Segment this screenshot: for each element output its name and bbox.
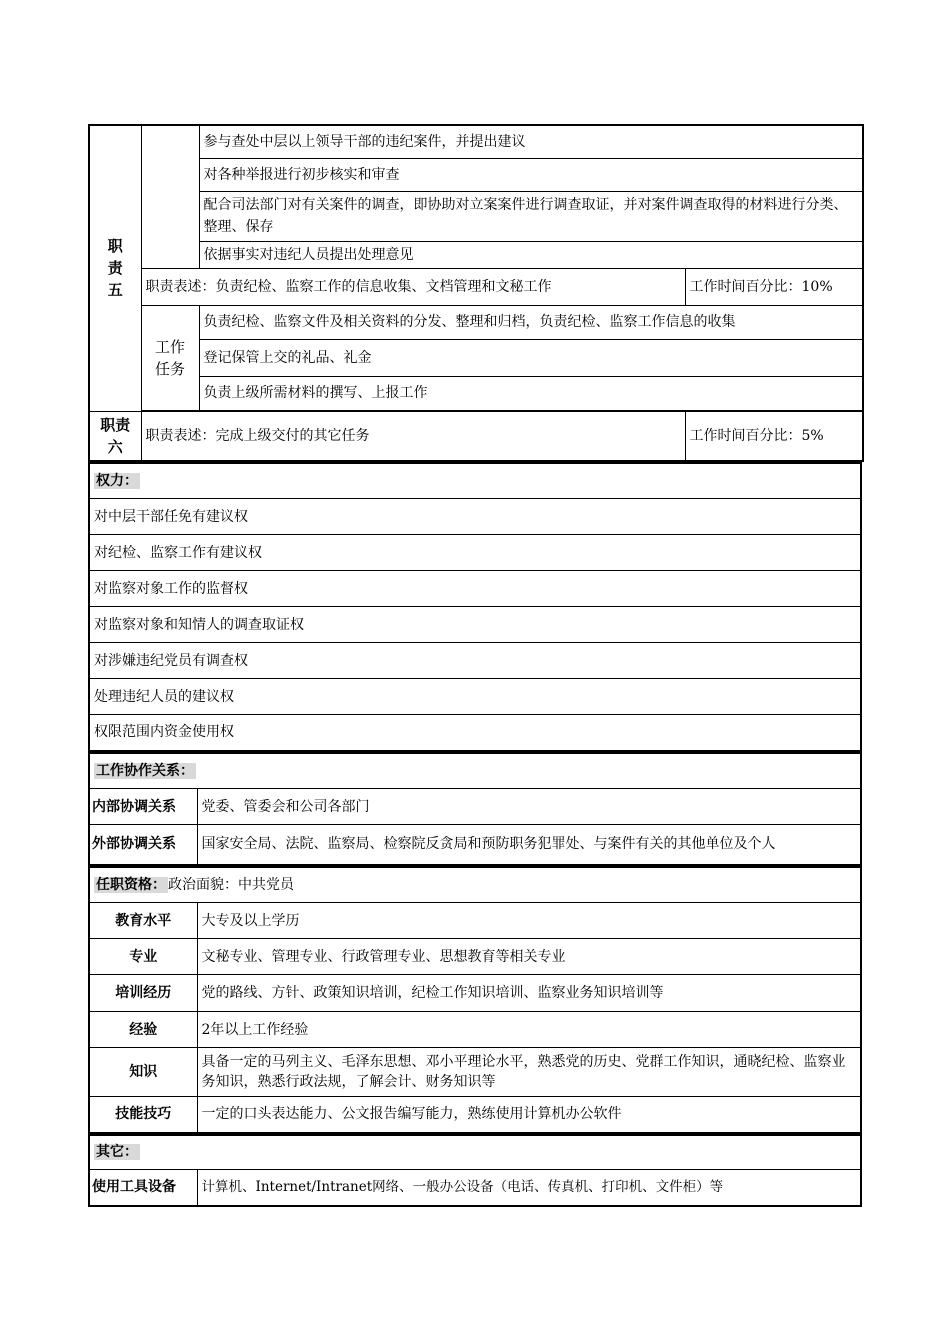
relations-table bbox=[88, 752, 862, 866]
job-description-page bbox=[88, 124, 862, 1207]
power-item: 处理违纪人员的建议权 bbox=[89, 679, 861, 715]
external-label: 外部协调关系 bbox=[89, 825, 197, 865]
qual-value: 大专及以上学历 bbox=[197, 903, 861, 939]
power-title: 权力： bbox=[89, 463, 861, 499]
duty5-work-task-1: 负责纪检、监察文件及相关资料的分发、整理和归档，负责纪检、监察工作信息的收集 bbox=[199, 305, 863, 339]
qual-label: 专业 bbox=[89, 939, 197, 975]
power-item: 对监察对象和知情人的调查取证权 bbox=[89, 607, 861, 643]
qual-value: 具备一定的马列主义、毛泽东思想、邓小平理论水平，熟悉党的历史、党群工作知识，通晓纪检、监察业务知识，熟悉行政法规，了解会计、财务知识等 bbox=[197, 1048, 861, 1097]
power-item: 对监察对象工作的监督权 bbox=[89, 571, 861, 607]
other-table bbox=[88, 1134, 862, 1207]
qual-label: 经验 bbox=[89, 1012, 197, 1048]
duty6-label: 职责六 bbox=[89, 411, 141, 461]
power-item: 权限范围内资金使用权 bbox=[89, 715, 861, 751]
duty5-work-task-3: 负责上级所需材料的撰写、上报工作 bbox=[199, 376, 863, 410]
power-item: 对涉嫌违纪党员有调查权 bbox=[89, 643, 861, 679]
tools-label: 使用工具设备 bbox=[89, 1170, 197, 1206]
duty6-statement: 职责表述：完成上级交付的其它任务 bbox=[141, 411, 685, 461]
qual-label: 知识 bbox=[89, 1048, 197, 1097]
qual-value: 2年以上工作经验 bbox=[197, 1012, 861, 1048]
external-value: 国家安全局、法院、监察局、检察院反贪局和预防职务犯罪处、与案件有关的其他单位及个人 bbox=[197, 825, 861, 865]
qualification-table bbox=[88, 866, 862, 1134]
qual-value: 文秘专业、管理专业、行政管理专业、思想教育等相关专业 bbox=[197, 939, 861, 975]
power-item: 对纪检、监察工作有建议权 bbox=[89, 535, 861, 571]
qualification-header bbox=[89, 867, 861, 903]
duty5-task-label: 工作任务 bbox=[141, 305, 199, 410]
internal-value: 党委、管委会和公司各部门 bbox=[197, 789, 861, 825]
duty6-percent: 工作时间百分比：5% bbox=[685, 411, 863, 461]
qualification-title: 任职资格： bbox=[96, 876, 166, 893]
qual-label: 技能技巧 bbox=[89, 1097, 197, 1133]
duty5-label: 职责五 bbox=[89, 125, 141, 411]
power-table bbox=[88, 462, 862, 752]
duty5-task-4: 依据事实对违纪人员提出处理意见 bbox=[199, 241, 863, 268]
qual-label: 培训经历 bbox=[89, 975, 197, 1012]
political-status: 政治面貌：中共党员 bbox=[168, 876, 294, 893]
relations-title: 工作协作关系： bbox=[89, 753, 861, 789]
other-title: 其它： bbox=[89, 1135, 861, 1170]
duty5-task-1: 参与查处中层以上领导干部的违纪案件，并提出建议 bbox=[199, 125, 863, 158]
duties-table bbox=[88, 124, 864, 462]
duty5-percent: 工作时间百分比：10% bbox=[685, 268, 863, 305]
power-item: 对中层干部任免有建议权 bbox=[89, 499, 861, 535]
qual-value: 一定的口头表达能力、公文报告编写能力，熟练使用计算机办公软件 bbox=[197, 1097, 861, 1133]
duty5-statement: 职责表述：负责纪检、监察工作的信息收集、文档管理和文秘工作 bbox=[141, 268, 685, 305]
duty5-task-2: 对各种举报进行初步核实和审查 bbox=[199, 158, 863, 191]
duty5-work-task-2: 登记保管上交的礼品、礼金 bbox=[199, 339, 863, 376]
qual-value: 党的路线、方针、政策知识培训，纪检工作知识培训、监察业务知识培训等 bbox=[197, 975, 861, 1012]
duty5-task-3: 配合司法部门对有关案件的调查，即协助对立案案件进行调查取证，并对案件调查取得的材料进行分类、整理、保存 bbox=[199, 191, 863, 241]
internal-label: 内部协调关系 bbox=[89, 789, 197, 825]
tools-value: 计算机、Internet/Intranet网络、一般办公设备（电话、传真机、打印机、文件柜）等 bbox=[197, 1170, 861, 1206]
qual-label: 教育水平 bbox=[89, 903, 197, 939]
